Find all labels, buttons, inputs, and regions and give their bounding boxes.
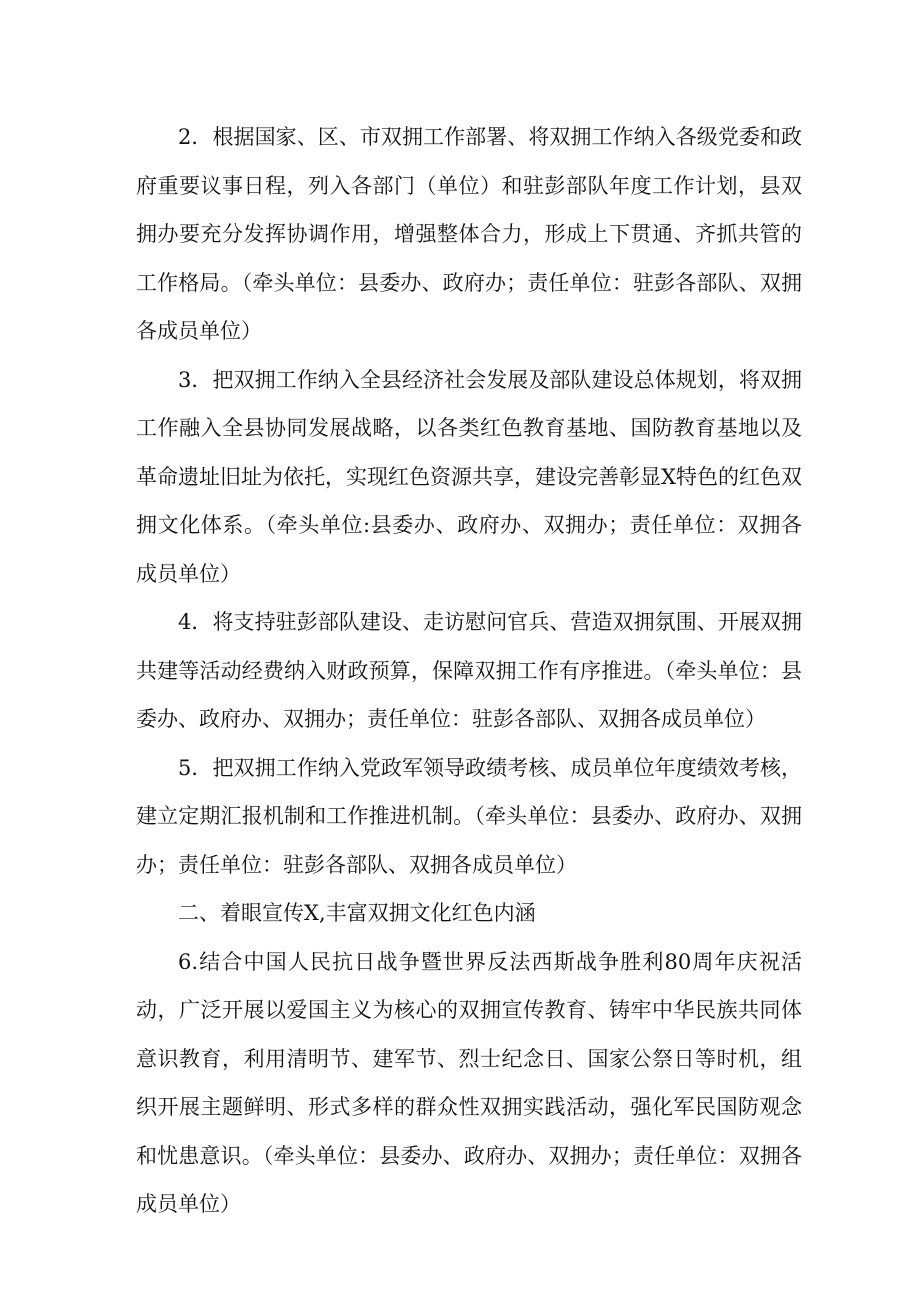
paragraph-item-2: 2．根据国家、区、市双拥工作部署、将双拥工作纳入各级党委和政府重要议事日程，列入各部门（单位）和驻彭部队年度工作计划，县双拥办要充分发挥协调作用，增强整体合力，形成上下贯通、齐抓共管的工作格局。（牵头单位：县委办、政府办；责任单位：驻彭各部队、双拥各成员单位） [136,125,802,343]
section-heading: 二、着眼宣传X,丰富双拥文化红色内涵 [178,901,536,925]
paragraph-item-3: 3．把双拥工作纳入全县经济社会发展及部队建设总体规划，将双拥工作融入全县协同发展战略，以各类红色教育基地、国防教育基地以及革命遗址旧址为依托，实现红色资源共享，建设完善彰显X特色的红色双拥文化体系。（牵头单位:县委办、政府办、双拥办；责任单位：双拥各成员单位） [136,367,802,586]
paragraph-item-6: 6.结合中国人民抗日战争暨世界反法西斯战争胜利80周年庆祝活动，广泛开展以爱国主义为核心的双拥宣传教育、铸牢中华民族共同体意识教育，利用清明节、建军节、烈士纪念日、国家公祭日等时机，组织开展主题鲜明、形式多样的群众性双拥实践活动，强化军民国防观念和忧患意识。（牵头单位：县委办、政府办、双拥办；责任单位：双拥各成员单位） [136,949,802,1216]
paragraph-item-5: 5．把双拥工作纳入党政军领导政绩考核、成员单位年度绩效考核，建立定期汇报机制和工作推进机制。（牵头单位：县委办、政府办、双拥办；责任单位：驻彭各部队、双拥各成员单位） [136,755,802,877]
paragraph-item-4: 4．将支持驻彭部队建设、走访慰问官兵、营造双拥氛围、开展双拥共建等活动经费纳入财政预算，保障双拥工作有序推进。（牵头单位：县委办、政府办、双拥办；责任单位：驻彭各部队、双拥各成员单位） [136,610,802,731]
